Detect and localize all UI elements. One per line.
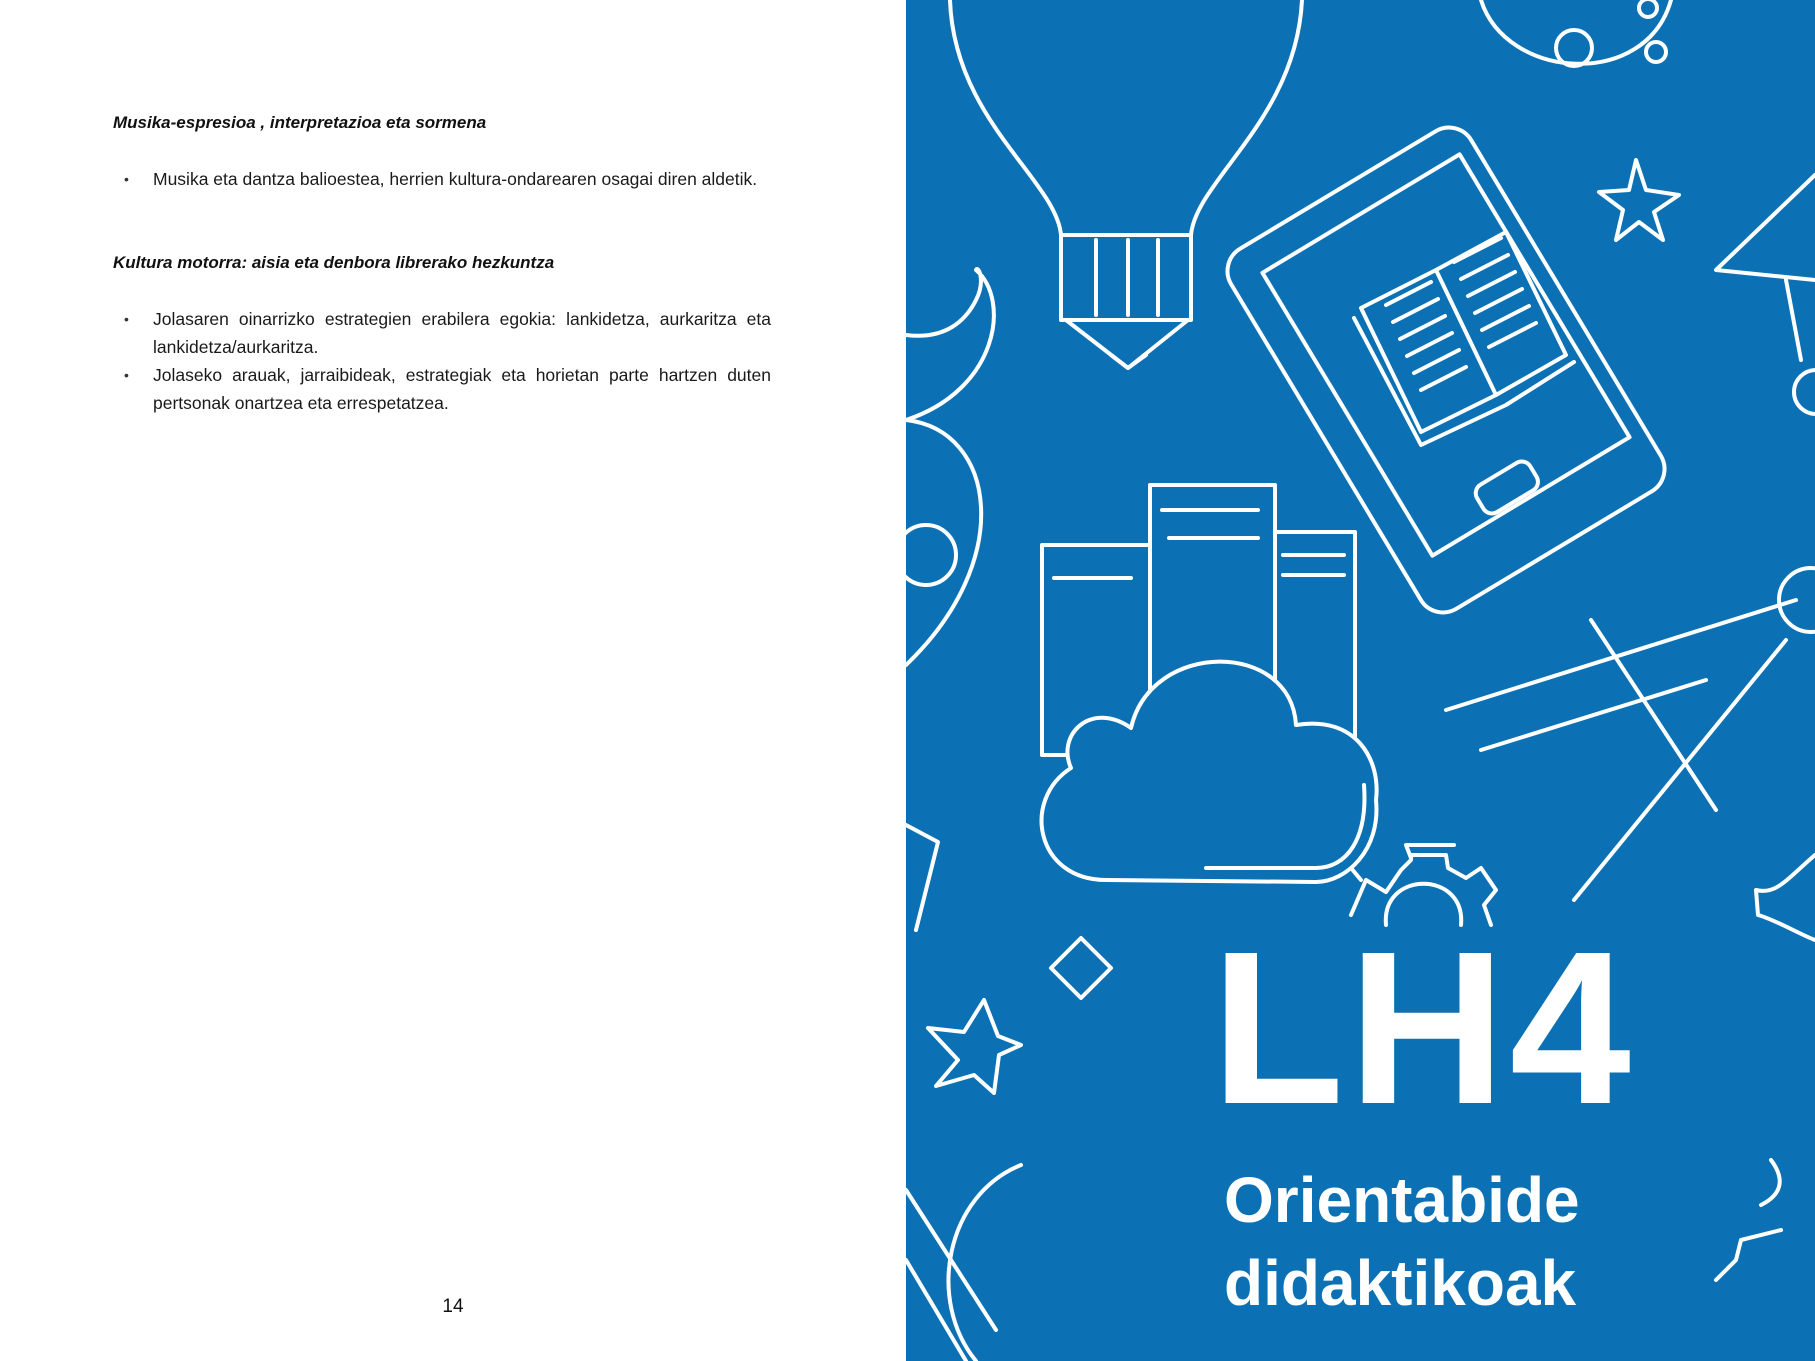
subtitle-line-1: Orientabide	[1224, 1164, 1580, 1236]
list-item-text: Jolasaren oinarrizko estrategien erabilera egokia: lankidetza, aurkaritza eta lankidetza/aurkaritza.	[153, 309, 771, 357]
open-book-icon	[1354, 232, 1574, 445]
section-heading-music: Musika-espresioa , interpretazioa eta sormena	[113, 113, 487, 132]
bullet-glyph: •	[124, 311, 129, 327]
diamond-icon	[1051, 938, 1111, 998]
section-heading-motor-culture: Kultura motorra: aisia eta denbora librerako hezkuntza	[113, 253, 555, 272]
cloud-icon	[1042, 662, 1377, 882]
grade-code: LH4	[1211, 907, 1635, 1150]
subtitle-line-2: didaktikoak	[1224, 1247, 1577, 1319]
page-number: 14	[442, 1296, 464, 1317]
bullet-glyph: •	[124, 171, 129, 187]
star-icon	[1599, 160, 1679, 240]
flask-icon	[1481, 0, 1671, 66]
bullet-list-motor-culture	[124, 305, 771, 417]
compass-icon	[1446, 568, 1815, 900]
cover-page	[906, 0, 1815, 1361]
list-item	[124, 305, 771, 361]
star-icon	[928, 1000, 1021, 1093]
list-item	[124, 361, 771, 417]
left-page	[0, 0, 906, 1361]
lamp-icon	[1716, 175, 1815, 414]
cover-illustration	[906, 0, 1815, 1361]
bullet-glyph: •	[124, 367, 129, 383]
list-item	[124, 165, 771, 193]
bullet-list-music	[124, 165, 771, 193]
list-item-text: Jolaseko arauak, jarraibideak, estrategiak eta horietan parte hartzen duten pertsonak onartzea eta errespetatzea.	[153, 365, 771, 413]
mustache-shape	[906, 269, 994, 665]
list-item-text: Musika eta dantza balioestea, herrien kultura-ondarearen osagai diren aldetik.	[153, 169, 758, 189]
